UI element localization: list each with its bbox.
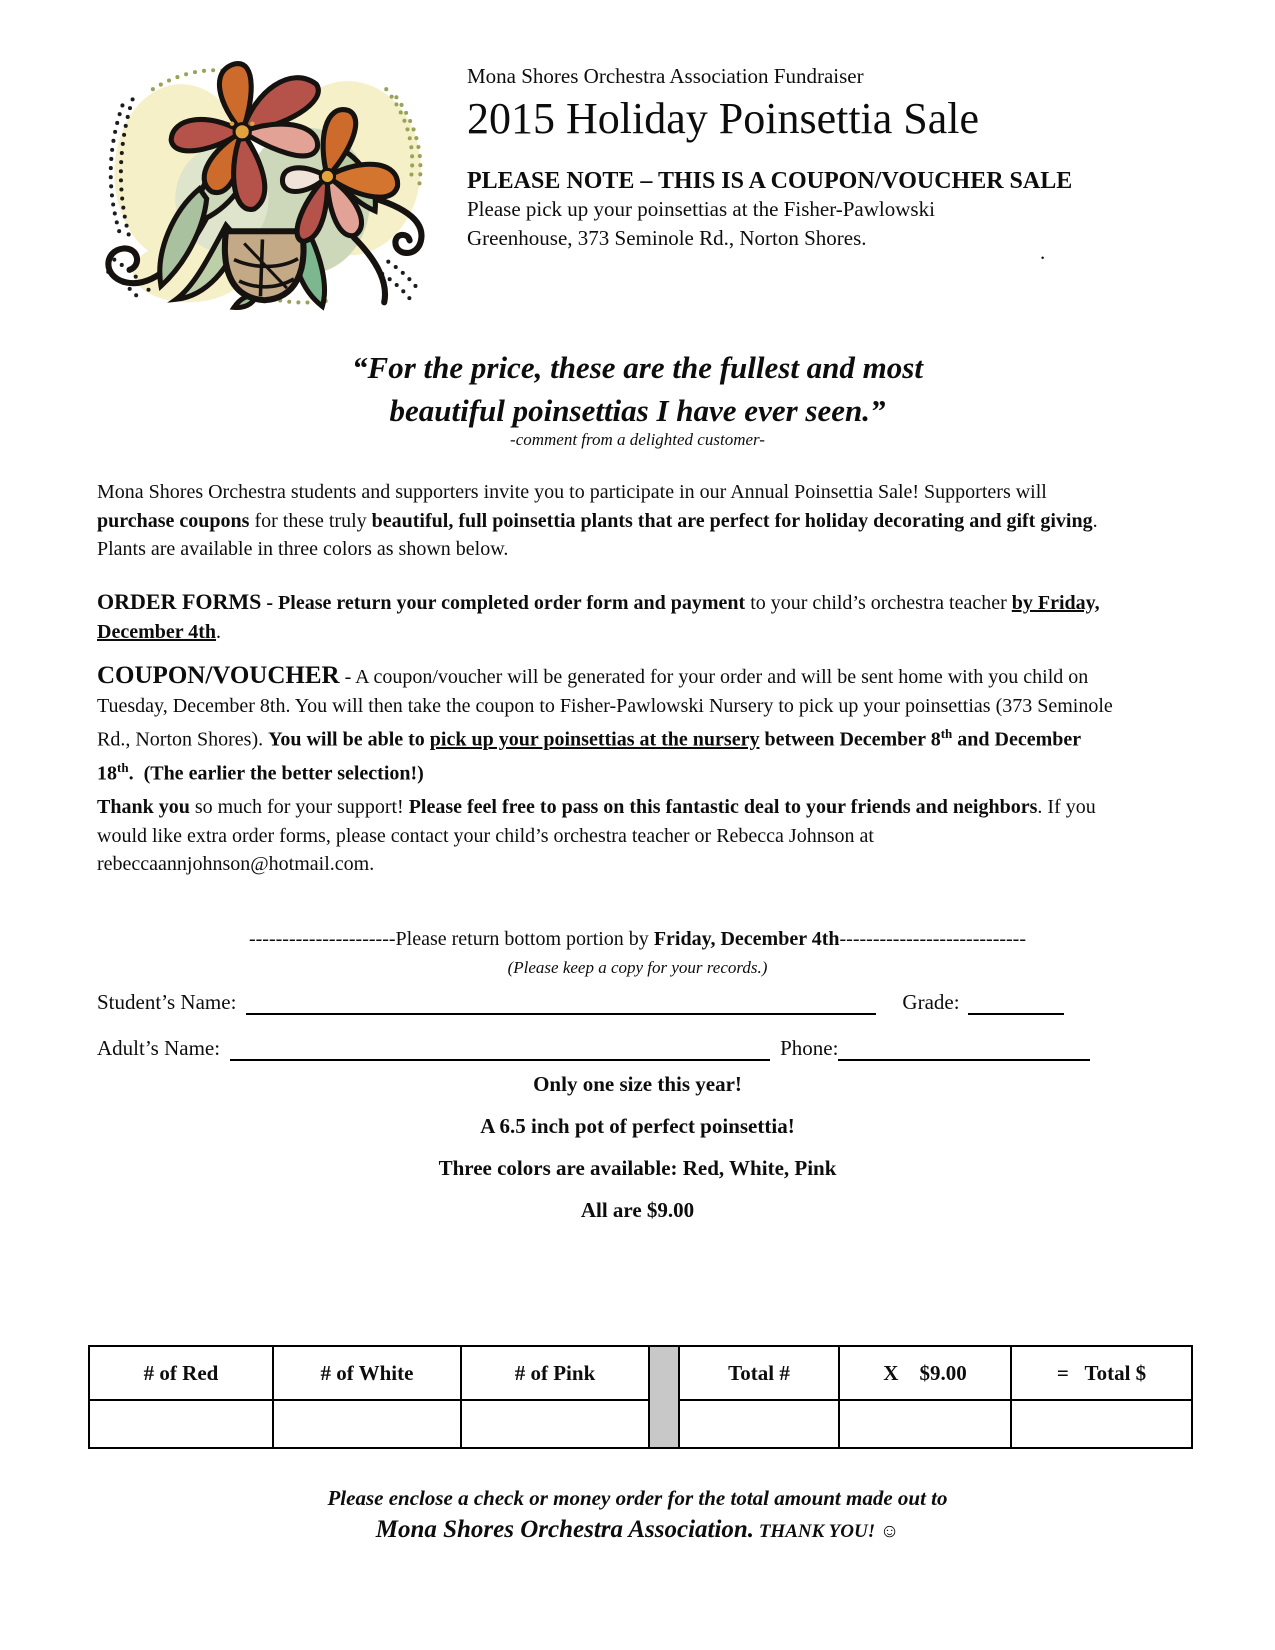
coupon-text: - A coupon/voucher will be generated for your order and will be sent home with you child on Tuesday, December 8th. You will then take the coupon to Fisher-Pawlowski Nursery to pick up your poinsettias (373 Seminole Rd., Norton Shores). <box>97 666 1113 751</box>
order-forms-text: to your child’s orchestra teacher <box>745 592 1012 614</box>
quote-attribution: -comment from a delighted customer- <box>510 430 765 449</box>
footer <box>0 1486 1275 1544</box>
stray-period: . <box>1040 240 1046 264</box>
grade-field[interactable] <box>968 988 1064 1015</box>
poinsettia-clipart <box>92 46 437 311</box>
intro-bold-plants: beautiful, full poinsettia plants that are perfect for holiday decorating and gift giving <box>371 509 1093 532</box>
footer-thank-you: THANK YOU! ☺ <box>754 1521 900 1542</box>
order-table-entry-row <box>89 1400 1192 1448</box>
order-table-header-row <box>89 1346 1192 1400</box>
size-line-pot: A 6.5 inch pot of perfect poinsettia! <box>480 1114 795 1138</box>
grade-label: Grade: <box>902 990 960 1014</box>
size-line-price: All are $9.00 <box>580 1198 695 1222</box>
return-text: Please return bottom portion by <box>395 928 654 950</box>
table-spacer-column <box>649 1346 679 1448</box>
superscript-th: th <box>940 726 953 741</box>
total-count-cell[interactable] <box>679 1400 839 1448</box>
thanks-bold: Thank you <box>97 796 190 818</box>
footer-check-instruction: Please enclose a check or money order for the total amount made out to <box>327 1486 948 1510</box>
red-qty-cell[interactable] <box>89 1400 273 1448</box>
student-name-field[interactable] <box>246 988 876 1015</box>
thanks-text-contact: . If you would like extra order forms, please contact your child’s orchestra teacher or Rebecca Johnson at rebeccaannjohnson@hotmail.com. <box>97 796 1096 875</box>
dashes-right: ---------------------------- <box>839 928 1026 950</box>
thanks-text: so much for your support! <box>189 796 409 818</box>
keep-copy-note: (Please keep a copy for your records.) <box>507 958 768 977</box>
page-title: 2015 Holiday Poinsettia Sale <box>467 94 980 143</box>
footer-org-name: Mona Shores Orchestra Association. <box>375 1516 755 1543</box>
customer-quote <box>0 346 1275 432</box>
order-forms-text: . <box>216 620 222 643</box>
return-deadline: Friday, December 4th <box>653 928 840 950</box>
intro-text: for these truly <box>249 509 372 532</box>
col-header-price: X $9.00 <box>839 1346 1011 1400</box>
intro-text: Mona Shores Orchestra students and supporters invite you to participate in our Annual Poinsettia Sale! Supporters will <box>97 481 1047 503</box>
col-header-white: # of White <box>273 1346 461 1400</box>
quote-line2: beautiful poinsettias I have ever seen.” <box>389 393 886 428</box>
thanks-bold-pass-on: Please feel free to pass on this fantastic deal to your friends and neighbors <box>408 796 1038 818</box>
coupon-voucher-heading: COUPON/VOUCHER <box>97 662 340 689</box>
thank-you-paragraph <box>97 793 1121 879</box>
intro-paragraph <box>97 478 1121 564</box>
order-forms-bold: - Please return your completed order form and payment <box>261 592 746 614</box>
order-table <box>88 1345 1193 1449</box>
white-qty-cell[interactable] <box>273 1400 461 1448</box>
superscript-th: th <box>117 760 129 776</box>
col-header-total-count: Total # <box>679 1346 839 1400</box>
phone-field[interactable] <box>838 1034 1090 1061</box>
adult-name-label: Adult’s Name: <box>97 1036 221 1060</box>
pickup-note-line1: Please pick up your poinsettias at the Fisher-Pawlowski <box>467 197 935 221</box>
footer-org-line <box>0 1516 1275 1544</box>
pink-qty-cell[interactable] <box>461 1400 649 1448</box>
coupon-bold: between December 8 <box>759 728 941 751</box>
phone-label: Phone: <box>780 1036 839 1060</box>
fundraiser-eyebrow: Mona Shores Orchestra Association Fundraiser <box>467 64 864 88</box>
poinsettia-clipart-svg <box>92 46 437 311</box>
col-header-red: # of Red <box>89 1346 273 1400</box>
student-name-label: Student’s Name: <box>97 990 237 1014</box>
pickup-note-line2: Greenhouse, 373 Seminole Rd., Norton Shores. <box>467 226 867 250</box>
order-forms-heading: ORDER FORMS <box>97 589 262 614</box>
quote-line1: “For the price, these are the fullest and most <box>352 350 923 385</box>
student-name-row <box>97 988 1119 1015</box>
coupon-sale-note-heading: PLEASE NOTE – THIS IS A COUPON/VOUCHER SALE <box>467 168 1073 194</box>
coupon-bold: . (The earlier the better selection!) <box>128 762 424 785</box>
size-line-colors: Three colors are available: Red, White, Pink <box>438 1156 837 1180</box>
coupon-voucher-paragraph <box>97 662 1121 788</box>
size-line-one-size: Only one size this year! <box>533 1072 742 1096</box>
coupon-bold: You will be able to <box>268 728 430 751</box>
coupon-bold: and December 18 <box>97 728 1081 785</box>
intro-bold-coupons: purchase coupons <box>97 509 250 532</box>
coupon-pickup-underline: pick up your poinsettias at the nursery <box>429 728 760 751</box>
order-forms-paragraph <box>97 588 1121 646</box>
col-header-pink: # of Pink <box>461 1346 649 1400</box>
total-dollars-cell[interactable] <box>1011 1400 1192 1448</box>
order-deadline: by Friday, December 4th <box>97 592 1100 643</box>
header <box>467 64 1157 264</box>
basket <box>225 231 304 300</box>
col-header-total-dollars: = Total $ <box>1011 1346 1192 1400</box>
intro-text: . Plants are available in three colors as shown below. <box>97 509 1098 560</box>
dashes-left: ---------------------- <box>248 928 396 950</box>
adult-name-field[interactable] <box>230 1034 770 1061</box>
adult-name-row <box>97 1034 1119 1061</box>
price-cell[interactable] <box>839 1400 1011 1448</box>
return-bottom-portion-line <box>0 928 1275 951</box>
